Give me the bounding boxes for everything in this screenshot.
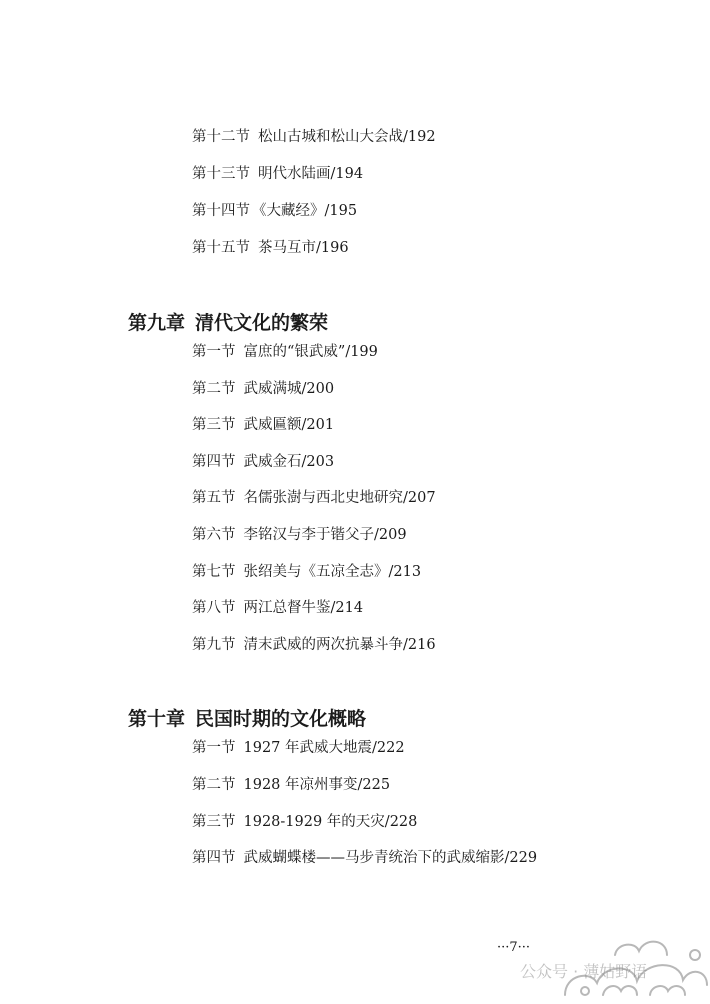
section-title: 松山古城和松山大会战/192 [258,129,436,145]
toc-entry[interactable] [192,775,390,795]
section-title: 武威匾额/201 [243,417,335,433]
toc-entry[interactable] [192,452,334,472]
section-title: 清末武威的两次抗暴斗争/216 [243,637,436,653]
section-title: 李铭汉与李于锴父子/209 [243,527,407,543]
section-number: 第一节 [192,740,236,756]
section-title: 1928-1929 年的天灾/228 [243,814,418,830]
chapter-number: 第十章 [128,708,186,730]
section-title: 1927 年武威大地震/222 [243,740,405,756]
toc-entry[interactable] [192,562,421,582]
chapter-heading[interactable] [128,311,328,335]
section-title: 茶马互市/196 [258,240,349,256]
toc-entry[interactable] [192,415,334,435]
toc-entry[interactable] [192,127,436,147]
toc-entry[interactable] [192,738,405,758]
section-number: 第九节 [192,637,236,653]
chapter-title: 清代文化的繁荣 [195,312,329,334]
watermark: 公众号 · 薄姑野语 [520,962,648,981]
section-title: 明代水陆画/194 [258,166,364,182]
section-number: 第十四节 [192,203,250,219]
section-number: 第四节 [192,850,236,866]
section-number: 第十五节 [192,240,250,256]
section-title: 富庶的“银武威”/199 [243,344,378,360]
chapter-number: 第九章 [128,312,186,334]
toc-entry[interactable] [192,812,417,832]
section-number: 第八节 [192,600,236,616]
section-title: 《大藏经》/195 [252,203,358,219]
chapter-title: 民国时期的文化概略 [195,708,367,730]
section-title: 1928 年凉州事变/225 [243,777,391,793]
section-number: 第十二节 [192,129,250,145]
page-number: ···7··· [497,940,531,955]
section-number: 第五节 [192,490,236,506]
section-number: 第三节 [192,814,236,830]
toc-entry[interactable] [192,598,363,618]
toc-entry[interactable] [192,164,363,184]
section-title: 武威蝴蝶楼——马步青统治下的武威缩影/229 [243,850,538,866]
section-number: 第四节 [192,454,236,470]
section-title: 武威金石/203 [243,454,335,470]
section-title: 两江总督牛鉴/214 [243,600,364,616]
toc-entry[interactable] [192,201,357,221]
section-number: 第七节 [192,564,236,580]
toc-entry[interactable] [192,488,436,508]
section-number: 第二节 [192,777,236,793]
toc-entry[interactable] [192,379,334,399]
section-title: 张绍美与《五凉全志》/213 [243,564,422,580]
chapter-heading[interactable] [128,707,366,731]
toc-entry[interactable] [192,525,407,545]
toc-entry[interactable] [192,238,349,258]
section-number: 第三节 [192,417,236,433]
section-number: 第十三节 [192,166,250,182]
section-number: 第一节 [192,344,236,360]
toc-entry[interactable] [192,342,378,362]
section-title: 武威满城/200 [243,381,335,397]
section-title: 名儒张澍与西北史地研究/207 [243,490,436,506]
section-number: 第六节 [192,527,236,543]
section-number: 第二节 [192,381,236,397]
toc-entry[interactable] [192,635,436,655]
toc-entry[interactable] [192,848,537,868]
